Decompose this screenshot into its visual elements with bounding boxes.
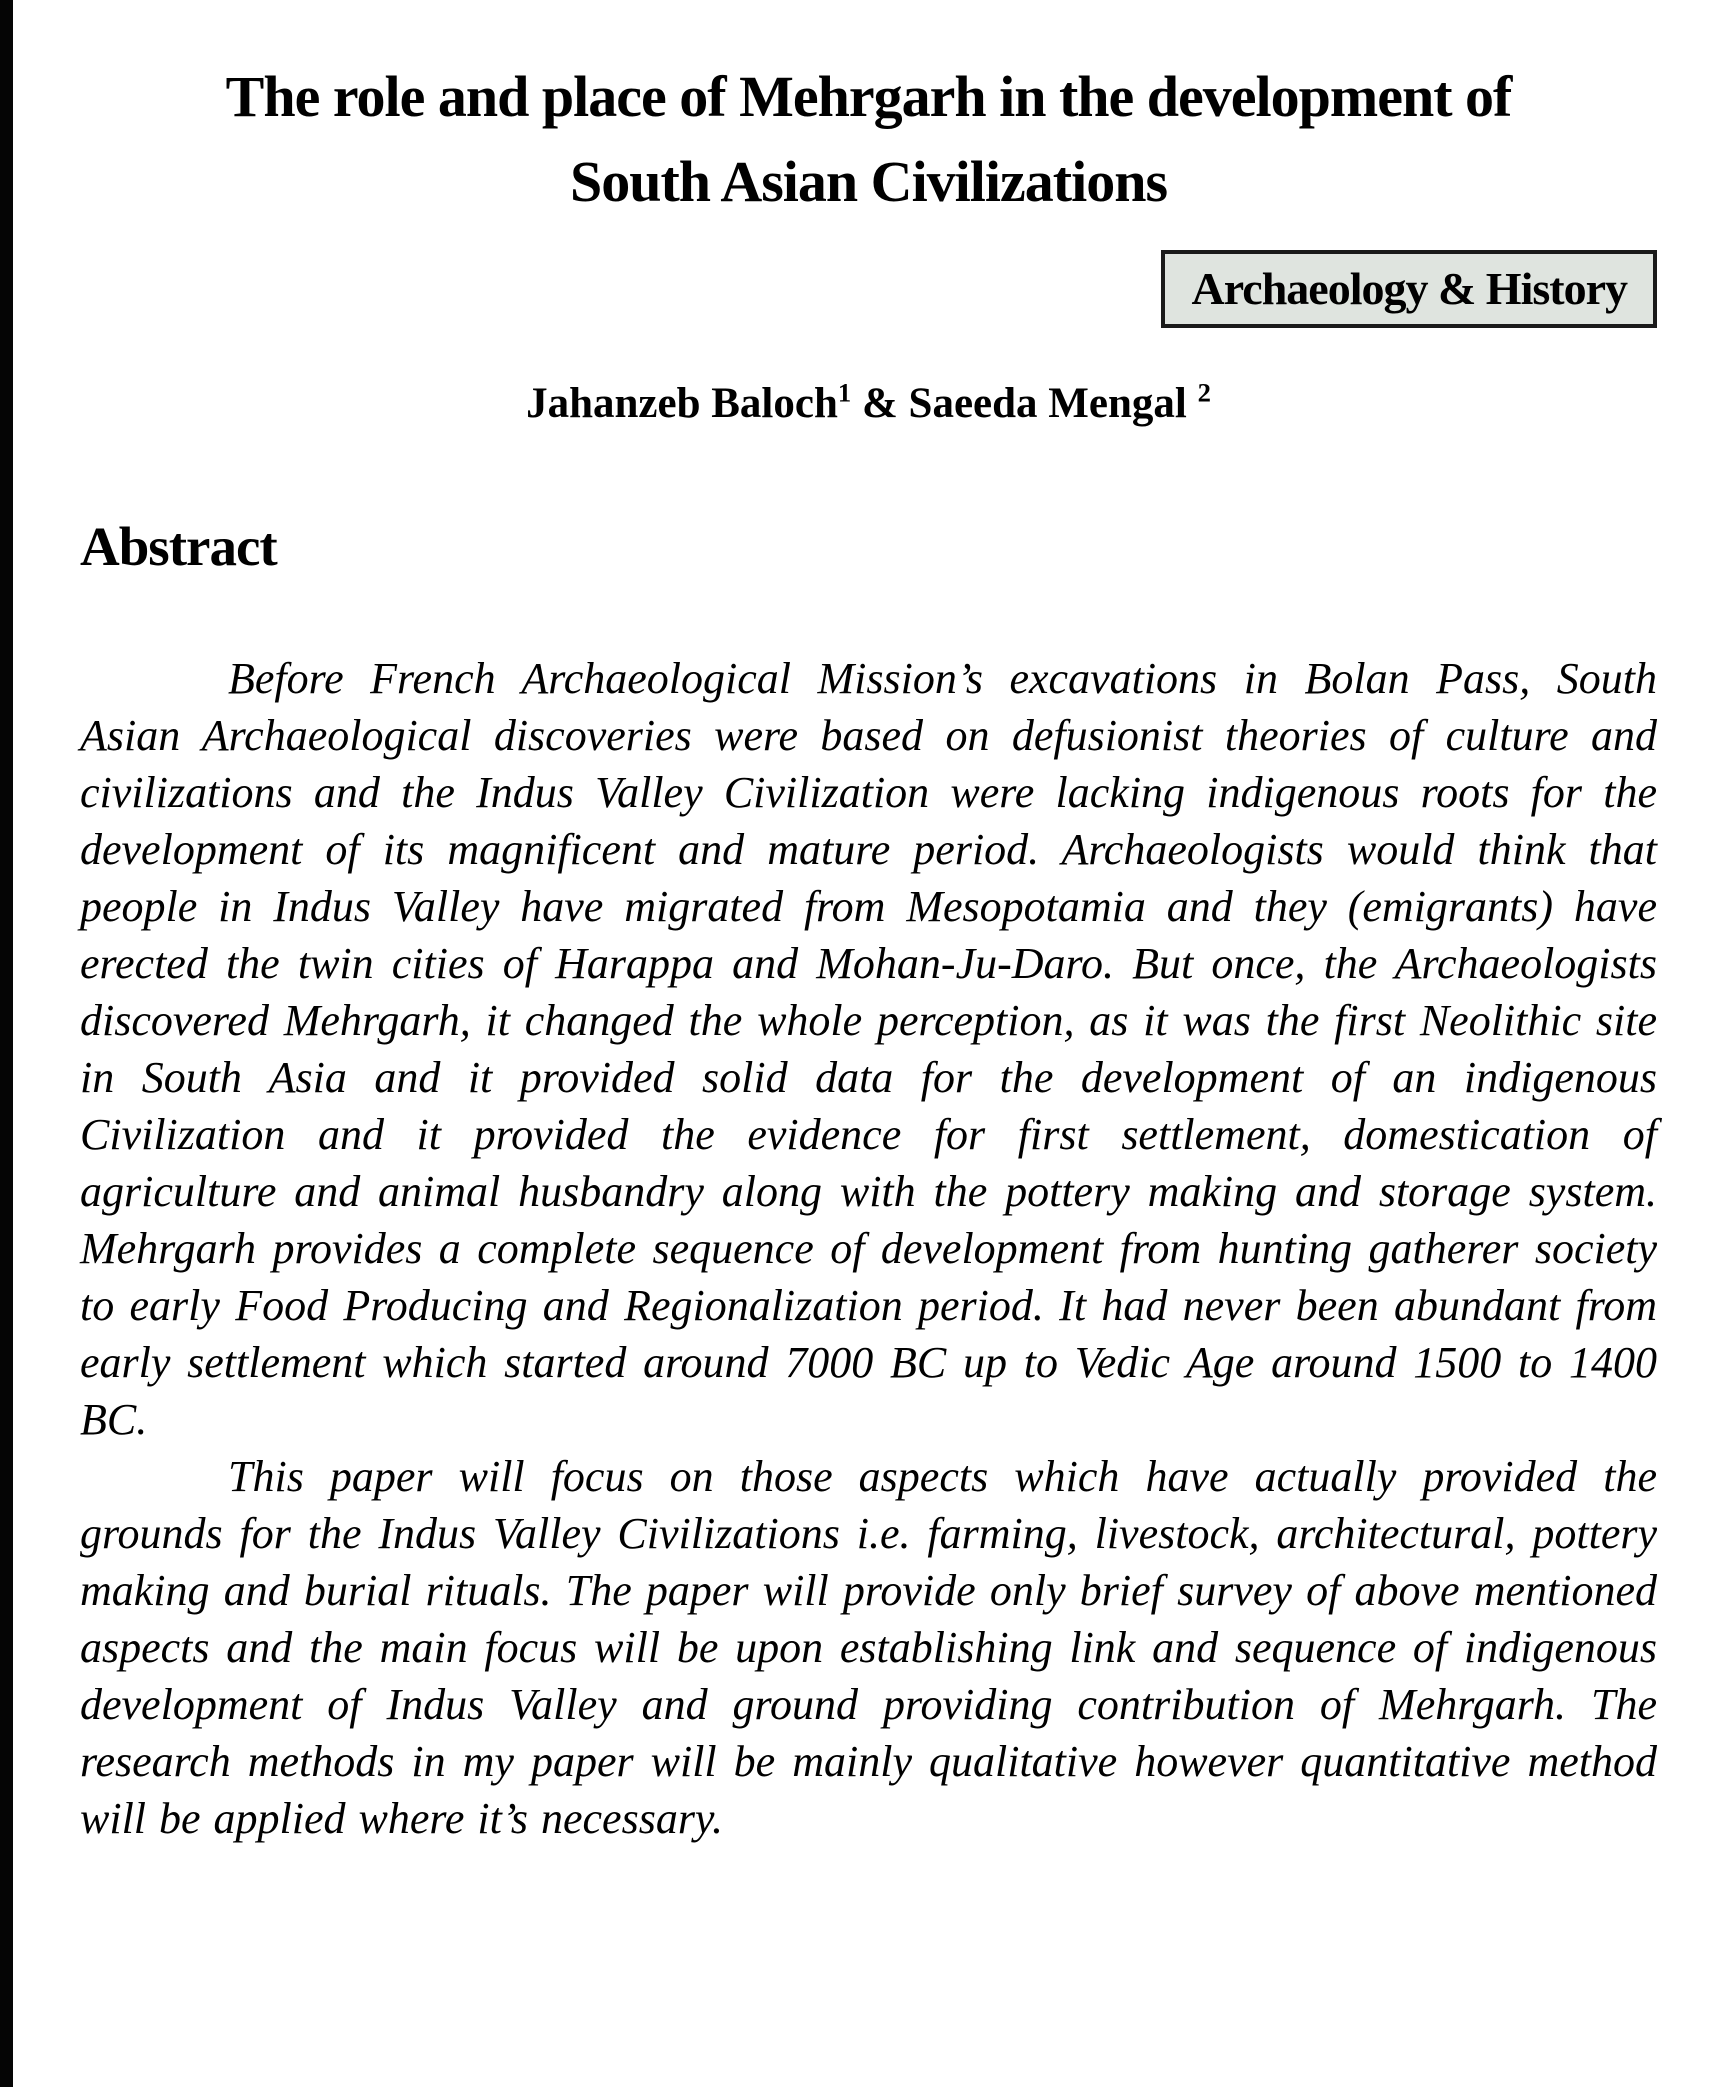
authors-separator: & (851, 380, 909, 427)
page-title-line-2: South Asian Civilizations (569, 149, 1168, 214)
category-badge: Archaeology & History (1161, 250, 1657, 328)
authors-line (80, 378, 1657, 430)
abstract-paragraph-2: This paper will focus on those aspects which have actually provided the grounds for the Indus Valley Civilizations i.e. farming, livestock, architectural, pottery making and burial rituals. The paper will provide only brief survey of above mentioned aspects and the main focus will be upon establishing link and sequence of indigenous development of Indus Valley and ground providing contribution of Mehrgarh. The research methods in my paper will be mainly qualitative however quantitative method will be applied where it’s necessary. (80, 1452, 1657, 1843)
abstract-paragraph-1: Before French Archaeological Mission’s excavations in Bolan Pass, South Asian Archaeological discoveries were based on defusionist theories of culture and civilizations and the Indus Valley Civilization were lacking indigenous roots for the development of its magnificent and mature period. Archaeologists would think that people in Indus Valley have migrated from Mesopotamia and they (emigrants) have erected the twin cities of Harappa and Mohan-Ju-Daro. But once, the Archaeologists discovered Mehrgarh, it changed the whole perception, as it was the first Neolithic site in South Asia and it provided solid data for the development of an indigenous Civilization and it provided the evidence for first settlement, domestication of agriculture and animal husbandry along with the pottery making and storage system. Mehrgarh provides a complete sequence of development from hunting gatherer society to early Food Producing and Regionalization period. It had never been abundant from early settlement which started around 7000 BC up to Vedic Age around 1500 to 1400 BC. (80, 654, 1657, 1444)
scan-edge-artifact (0, 0, 13, 2087)
page-title (80, 54, 1657, 224)
page-title-line-1: The role and place of Mehrgarh in the development of (225, 64, 1512, 129)
author-1-name: Jahanzeb Baloch (526, 380, 838, 427)
category-badge-row (80, 250, 1657, 328)
abstract-heading: Abstract (80, 516, 277, 577)
author-2-footnote-marker: 2 (1197, 377, 1211, 408)
author-2-name: Saeeda Mengal (908, 380, 1198, 427)
author-1-footnote-marker: 1 (837, 377, 852, 408)
